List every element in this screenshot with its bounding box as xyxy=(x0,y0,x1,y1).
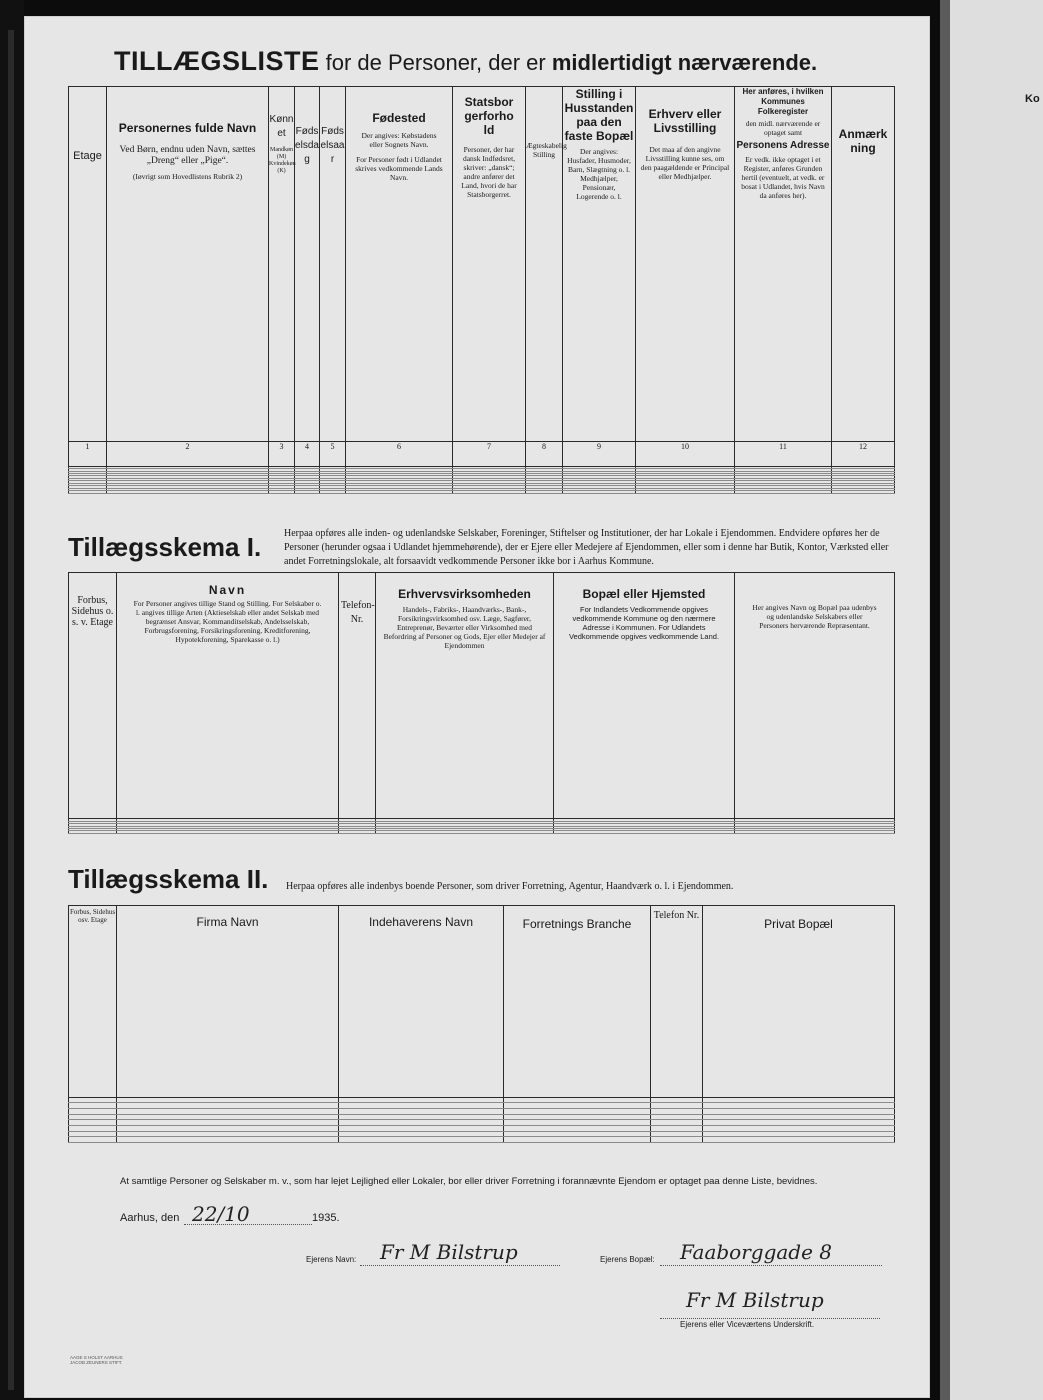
table-row xyxy=(69,1137,895,1143)
s1-col-erhverv: Erhvervsvirksomheden Handels-, Fabriks-, Haandværks-, Bank-, Forsikringsvirksomhed osv. Læge, Sagfører, Entreprenør, Beværter eller Virksomhed med Befordring af Personer og Gods, Ejer eller Medejer af Ejendommen xyxy=(376,573,554,819)
adjacent-page xyxy=(950,0,1043,1400)
empty-cell[interactable] xyxy=(69,491,107,494)
skema1-title: Tillægsskema I. xyxy=(68,532,262,562)
tillaegsliste-table xyxy=(68,86,895,494)
col-foedselsaar: Fødselsaar xyxy=(320,87,346,442)
empty-cell[interactable] xyxy=(339,831,376,834)
s1-col-etage: Forbus, Sidehus o. s. v. Etage xyxy=(69,573,117,819)
s1-col-repraesentant: Her angives Navn og Bopæl paa udenbys og udenlandske Selskabers eller Personers herværende Repræsentant. xyxy=(735,573,895,819)
col-erhverv: Erhverv eller Livsstilling Det maa af den angivne Livsstilling kunne ses, om den paagældende er Principal eller Medhjælper. xyxy=(636,87,735,442)
s2-col-bopael: Privat Bopæl xyxy=(703,906,895,1098)
table1-header-row xyxy=(69,87,895,442)
empty-cell[interactable] xyxy=(504,1137,651,1143)
s1-col-navn: Navn For Personer angives tillige Stand og Stilling. For Selskaber o. l. angives tillige Arten (Aktieselskab eller andet Selskab med begrænset Ansvar, Kommanditselskab, Andelsselskab, Forbrugsforening, Forsikringsforening, Kreditforening, Hypotekforening, Sparekasse o. l.) xyxy=(117,573,339,819)
s2-col-indehaver: Indehaverens Navn xyxy=(339,906,504,1098)
col-stilling-husstand: Stilling i Husstanden paa den faste Bopæl Der angives: Husfader, Husmoder, Barn, Slægtning o. l. Medhjælper, Pensionær, Logerende o. l. xyxy=(563,87,636,442)
col-folkeregister: Her anføres, i hvilken Kommunes Folkeregister den midl. nærværende er optaget samt Personens Adresse Er vedk. ikke optaget i et Register, anføres Grunden hertil (eventuelt, at vedk. er bosat i Udlandet, hvis Navn da anføres her). xyxy=(735,87,832,442)
skema1-header-row xyxy=(69,573,895,819)
skema2-body xyxy=(69,1097,895,1142)
skema1-table xyxy=(68,572,895,834)
owner-name-label: Ejerens Navn: xyxy=(306,1255,357,1264)
empty-cell[interactable] xyxy=(636,491,735,494)
empty-cell[interactable] xyxy=(320,491,346,494)
s2-col-firma: Firma Navn xyxy=(117,906,339,1098)
empty-cell[interactable] xyxy=(554,831,735,834)
col-anmaerkning: Anmærkning xyxy=(832,87,895,442)
empty-cell[interactable] xyxy=(346,491,453,494)
empty-cell[interactable] xyxy=(651,1137,703,1143)
empty-cell[interactable] xyxy=(376,831,554,834)
skema2-header-row xyxy=(69,906,895,1098)
empty-cell[interactable] xyxy=(117,1137,339,1143)
skema2-intro: Herpaa opføres alle indenbys boende Personer, som driver Forretning, Agentur, Haandværk o. l. i Ejendommen. xyxy=(286,881,734,892)
handwritten-signature: Fr M Bilstrup xyxy=(686,1288,824,1312)
s1-col-bopael: Bopæl eller Hjemsted For Indlandets Vedkommende opgives vedkommende Kommune og den nærmere Adresse i Kommunen. For Udlandets Vedkommende opgives vedkommende Land. xyxy=(554,573,735,819)
handwritten-owner-name: Fr M Bilstrup xyxy=(380,1240,518,1264)
handwritten-owner-address: Faaborggade 8 xyxy=(680,1240,833,1264)
empty-cell[interactable] xyxy=(735,831,895,834)
empty-cell[interactable] xyxy=(453,491,526,494)
title-emphasis: midlertidigt nærværende. xyxy=(551,50,818,75)
empty-cell[interactable] xyxy=(526,491,563,494)
skema1-intro: Herpaa opføres alle inden- og udenlandske Selskaber, Foreninger, Stiftelser og Institutioner, der har Lokale i Ejendommen. Endvidere opføres her de Personer (herunder ogsaa i Udlandet hjemmehørende), der er Ejere eller Medejere af Ejendommen, eller som i denne har Butik, Kontor, Værksted eller andet Forretningslokale, alt forsaavidt vedkommende Personer ikke bor i Aarhus Kommune. xyxy=(284,528,889,567)
city-label: Aarhus, den xyxy=(120,1212,180,1224)
signature-line xyxy=(660,1318,880,1319)
owner-address-label: Ejerens Bopæl: xyxy=(600,1255,655,1264)
s2-col-etage: Forbus, Sidehus osv. Etage xyxy=(69,906,117,1098)
s2-col-telefon: Telefon Nr. xyxy=(651,906,703,1098)
table1-body xyxy=(69,466,895,493)
empty-cell[interactable] xyxy=(295,491,320,494)
col-foedested: Fødested Der angives: Købstadens eller Sognets Navn. For Personer født i Udlandet skrives vedkommende Lands Navn. xyxy=(346,87,453,442)
col-foedselsdag: Fødselsdag xyxy=(295,87,320,442)
signature-label: Ejerens eller Viceværtens Underskrift. xyxy=(680,1320,815,1329)
page-title xyxy=(114,46,817,77)
owner-address-line xyxy=(660,1265,882,1266)
empty-cell[interactable] xyxy=(703,1137,895,1143)
empty-cell[interactable] xyxy=(117,831,339,834)
col-koennet: Kønnet Mandkøn (M) Kvindekøn (K) xyxy=(269,87,295,442)
col-navn: Personernes fulde Navn Ved Børn, endnu uden Navn, sættes „Dreng“ eller „Pige“. (Iøvrigt som Hovedlistens Rubrik 2) xyxy=(107,87,269,442)
binding-strip xyxy=(8,30,14,1390)
empty-cell[interactable] xyxy=(735,491,832,494)
adjacent-page-text: Ko xyxy=(1025,93,1040,105)
book-binding xyxy=(0,0,24,1400)
col-statsborger: Statsborgerforhold Personer, der har dansk Indfødsret, skriver: „dansk“; andre anfører det Land, hvori de har Statsborgerret. xyxy=(453,87,526,442)
empty-cell[interactable] xyxy=(107,491,269,494)
empty-cell[interactable] xyxy=(563,491,636,494)
printer-mark: AAGE S HOLST AARHUS JACOB ZEUNERS STIFT. xyxy=(70,1355,123,1365)
declaration: At samtlige Personer og Selskaber m. v., som har lejet Lejlighed eller Lokaler, bor eller driver Forretning i forannævnte Ejendom er optaget paa denne Liste, bevidnes. xyxy=(120,1176,818,1187)
empty-cell[interactable] xyxy=(69,1137,117,1143)
empty-cell[interactable] xyxy=(69,831,117,834)
title-main: TILLÆGSLISTE xyxy=(114,46,320,76)
s2-col-branche: Forretnings Branche xyxy=(504,906,651,1098)
empty-cell[interactable] xyxy=(339,1137,504,1143)
owner-name-line xyxy=(360,1265,560,1266)
skema2-table xyxy=(68,905,895,1143)
table-row xyxy=(69,831,895,834)
col-etage: Etage xyxy=(69,87,107,442)
col-aegteskab: Ægteskabelig Stilling xyxy=(526,87,563,442)
s1-col-telefon: Telefon-Nr. xyxy=(339,573,376,819)
handwritten-date: 22/10 xyxy=(192,1202,250,1226)
skema2-title: Tillægsskema II. xyxy=(68,864,269,894)
skema1-body xyxy=(69,819,895,834)
title-middle: for de Personer, der er xyxy=(319,50,552,75)
year-label: 1935. xyxy=(312,1212,340,1224)
empty-cell[interactable] xyxy=(269,491,295,494)
empty-cell[interactable] xyxy=(832,491,895,494)
table1-number-row: 1 2 3 4 5 6 7 8 9 10 11 12 xyxy=(69,441,895,466)
table-row xyxy=(69,491,895,494)
